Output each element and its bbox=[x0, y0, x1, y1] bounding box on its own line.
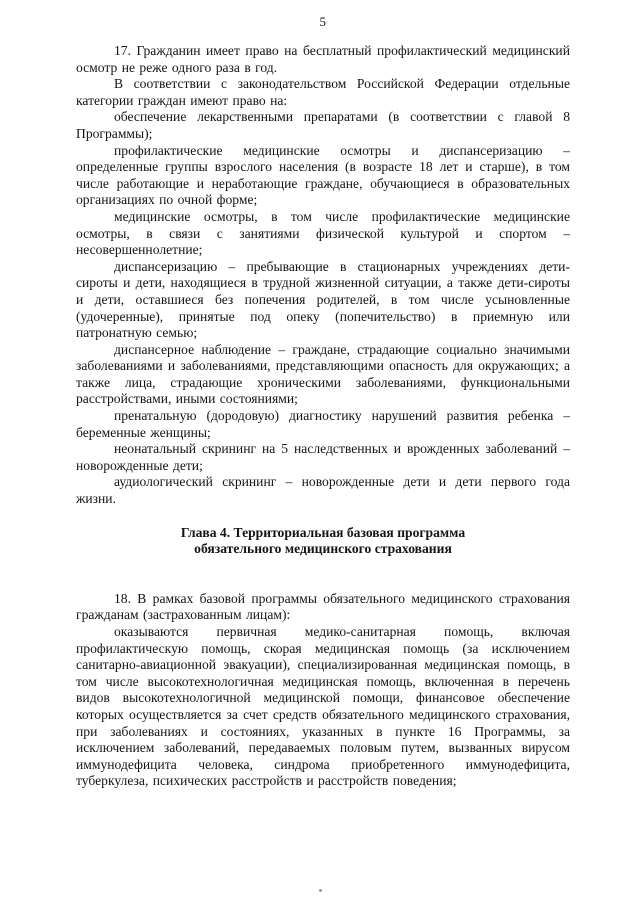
page-number: 5 bbox=[319, 14, 327, 29]
list-item-dispensary-orphans: диспансеризацию – пребывающие в стационарных учреждениях дети-сироты и дети, находящиеся в трудной жизненной ситуации, а также дети-сироты и дети, оставшиеся без попечения родителей, в том числе усыновленные (удочеренные), принятые под опеку (попечительство) в приемную или патронатную семью; bbox=[76, 258, 570, 341]
list-item-prenatal-diagnostics: пренатальную (дородовую) диагностику нарушений развития ребенка – беременные женщины; bbox=[76, 408, 570, 440]
paragraph-18: 18. В рамках базовой программы обязательного медицинского страхования гражданам (застрахованным лицам): bbox=[76, 590, 570, 623]
list-item-preventive-exams: профилактические медицинские осмотры и диспансеризацию – определенные группы взрослого населения (в возрасте 18 лет и старше), в том числе работающие и неработающие граждане, обучающиеся в образовательных организациях по очной форме; bbox=[76, 142, 570, 208]
chapter-4-heading bbox=[76, 525, 570, 558]
chapter-heading-line-2: обязательного медицинского страхования bbox=[194, 541, 452, 557]
paragraph-17: 17. Гражданин имеет право на бесплатный профилактический медицинский осмотр не реже одного раза в год. bbox=[76, 43, 570, 75]
list-item-audiological-screening: аудиологический скрининг – новорожденные дети и дети первого года жизни. bbox=[76, 474, 570, 507]
paragraph-18-body: оказываются первичная медико-санитарная помощь, включая профилактическую помощь, скорая медицинская помощь (за исключением санитарно-авиационной эвакуации), специализированная медицинская помощь, в том числе высокотехнологичная медицинская помощь, включенная в перечень видов высокотехнологичной медицинской помощи, финансовое обеспечение которых осуществляется за счет средств обязательного медицинского страхования, при заболеваниях и состояниях, указанных в пункте 16 Программы, за исключением заболеваний, передаваемых половым путем, вызванных вирусом иммунодефицита человека, синдрома приобретенного иммунодефицита, туберкулеза, психических расстройств и расстройств поведения; bbox=[76, 624, 570, 789]
list-item-drug-provision: обеспечение лекарственными препаратами (в соответствии с главой 8 Программы); bbox=[76, 109, 570, 141]
list-item-medical-exams-minors: медицинские осмотры, в том числе профилактические медицинские осмотры, в связи с занятиями физической культурой и спортом – несовершеннолетние; bbox=[76, 208, 570, 258]
list-item-neonatal-screening: неонатальный скрининг на 5 наследственных и врожденных заболеваний – новорожденные дети; bbox=[76, 441, 570, 473]
list-item-dispensary-observation: диспансерное наблюдение – граждане, страдающие социально значимыми заболеваниями и заболеваниями, представляющими опасность для окружающих; а также лица, страдающие хроническими заболеваниями, функциональными расстройствами, иными состояниями; bbox=[76, 341, 570, 407]
paragraph-categories-intro: В соответствии с законодательством Российской Федерации отдельные категории граждан имеют право на: bbox=[76, 76, 570, 108]
scan-artifact-dot bbox=[319, 889, 322, 892]
heading-spacer bbox=[76, 575, 570, 591]
chapter-heading-line-1: Глава 4. Территориальная базовая программа bbox=[180, 524, 466, 540]
